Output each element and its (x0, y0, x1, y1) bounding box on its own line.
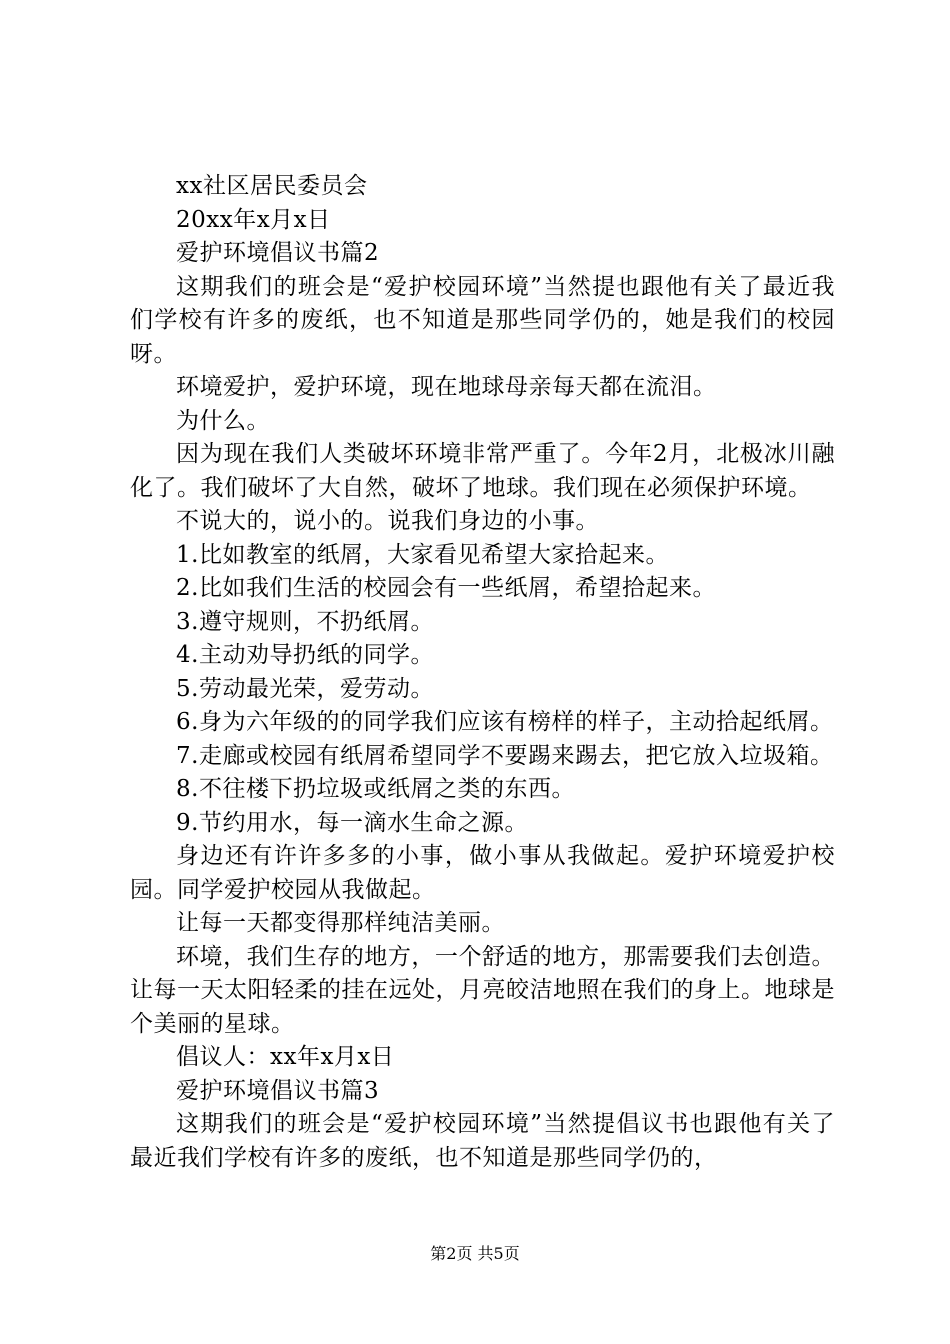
list-item: 9.节约用水，每一滴水生命之源。 (176, 809, 528, 836)
paragraph: 为什么。 (176, 407, 270, 434)
section-heading-3: 爱护环境倡议书篇3 (176, 1077, 380, 1104)
paragraph: 环境爱护，爱护环境，现在地球母亲每天都在流泪。 (176, 374, 717, 400)
list-item: 2.比如我们生活的校园会有一些纸屑，希望拾起来。 (176, 575, 716, 601)
page-number-footer: 第2页 共5页 (430, 1244, 520, 1263)
document-body (130, 170, 835, 1175)
paragraph: 身边还有许许多多的小事，做小事从我做起。爱护环境爱护校园。同学爱护校园从我做起。 (130, 843, 835, 903)
list-item: 4.主动劝导扔纸的同学。 (176, 642, 434, 668)
paragraph-signature-date: 20xx年x月x日 (176, 206, 331, 233)
paragraph: 这期我们的班会是“爱护校园环境”当然提倡议书也跟他有关了最近我们学校有许多的废纸，也不知道是那些同学仍的， (130, 1111, 835, 1171)
paragraph-signature: 倡议人：xx年x月x日 (176, 1044, 395, 1070)
list-item: 7.走廊或校园有纸屑希望同学不要踢来踢去，把它放入垃圾箱。 (176, 742, 834, 769)
list-item: 8.不往楼下扔垃圾或纸屑之类的东西。 (176, 776, 575, 802)
list-item: 3.遵守规则，不扔纸屑。 (176, 608, 434, 635)
paragraph-signature-org: xx社区居民委员会 (176, 173, 368, 199)
paragraph: 让每一天都变得那样纯洁美丽。 (176, 910, 505, 936)
paragraph: 不说大的，说小的。说我们身边的小事。 (176, 508, 599, 534)
paragraph: 因为现在我们人类破坏环境非常严重了。今年2月，北极冰川融化了。我们破坏了大自然，破坏了地球。我们现在必须保护环境。 (130, 441, 835, 501)
list-item: 5.劳动最光荣，爱劳动。 (176, 675, 434, 702)
section-heading-2: 爱护环境倡议书篇2 (176, 240, 380, 266)
paragraph: 环境，我们生存的地方，一个舒适的地方，那需要我们去创造。让每一天太阳轻柔的挂在远处，月亮皎洁地照在我们的身上。地球是个美丽的星球。 (130, 943, 835, 1037)
list-item: 6.身为六年级的的同学我们应该有榜样的样子，主动拾起纸屑。 (176, 709, 834, 735)
paragraph: 这期我们的班会是“爱护校园环境”当然提也跟他有关了最近我们学校有许多的废纸，也不知道是那些同学仍的，她是我们的校园呀。 (130, 273, 835, 367)
list-item: 1.比如教室的纸屑，大家看见希望大家拾起来。 (176, 541, 669, 568)
